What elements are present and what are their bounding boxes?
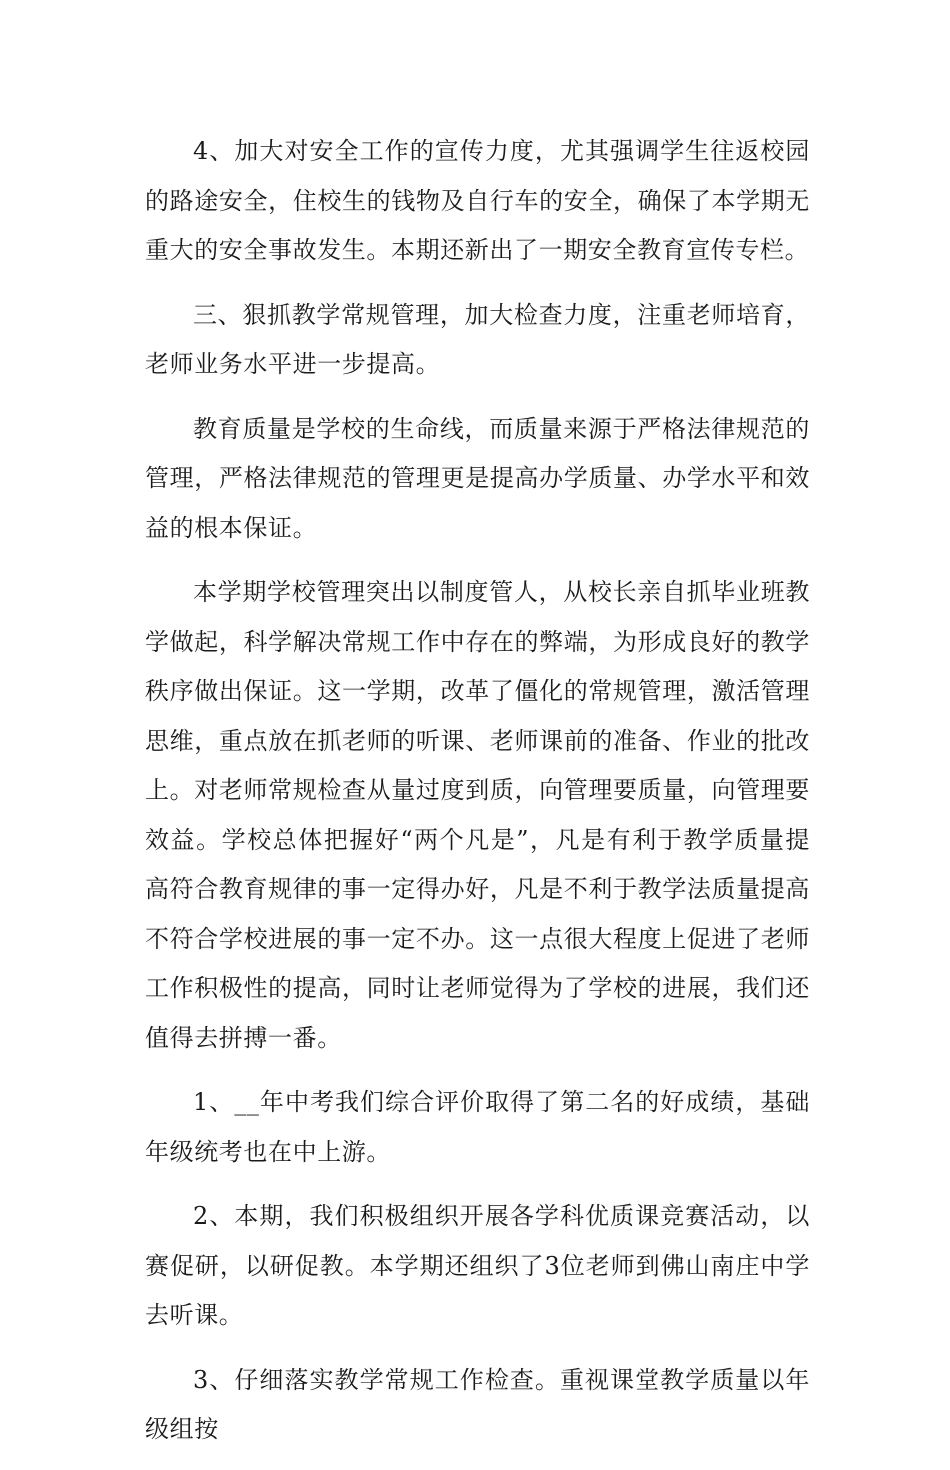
paragraph-education-quality: 教育质量是学校的生命线，而质量来源于严格法律规范的管理，严格法律规范的管理更是提高办学质量、办学水平和效益的根本保证。 bbox=[145, 414, 810, 542]
paragraph-school-management: 本学期学校管理突出以制度管人，从校长亲自抓毕业班教学做起，科学解决常规工作中存在的弊端，为形成良好的教学秩序做出保证。这一学期，改革了僵化的常规管理，激活管理思维，重点放在抓老师的听课、老师课前的准备、作业的批改上。对老师常规检查从量过度到质，向管理要质量，向管理要效益。学校总体把握好“两个凡是”，凡是有利于教学质量提高符合教育规律的事一定得办好，凡是不利于教学法质量提高不符合学校进展的事一定不办。这一点很大程度上促进了老师工作积极性的提高，同时让老师觉得为了学校的进展，我们还值得去拼搏一番。 bbox=[145, 578, 810, 1052]
paragraph-item-two-competition: 2、本期，我们积极组织开展各学科优质课竞赛活动，以赛促研，以研促教。本学期还组织了3位老师到佛山南庄中学去听课。 bbox=[145, 1202, 810, 1329]
paragraph-item-three-inspection: 3、仔细落实教学常规工作检查。重视课堂教学质量以年级组按 bbox=[145, 1365, 810, 1443]
paragraph-safety-publicity: 4、加大对安全工作的宣传力度，尤其强调学生往返校园的路途安全，住校生的钱物及自行车的安全，确保了本学期无重大的安全事故发生。本期还新出了一期安全教育宣传专栏。 bbox=[145, 137, 810, 264]
paragraph-item-one-exam: 1、__年中考我们综合评价取得了第二名的好成绩，基础年级统考也在中上游。 bbox=[145, 1088, 810, 1166]
document-body bbox=[145, 127, 810, 1470]
paragraph-section-three-heading: 三、狠抓教学常规管理，加大检查力度，注重老师培育，老师业务水平进一步提高。 bbox=[145, 300, 810, 378]
